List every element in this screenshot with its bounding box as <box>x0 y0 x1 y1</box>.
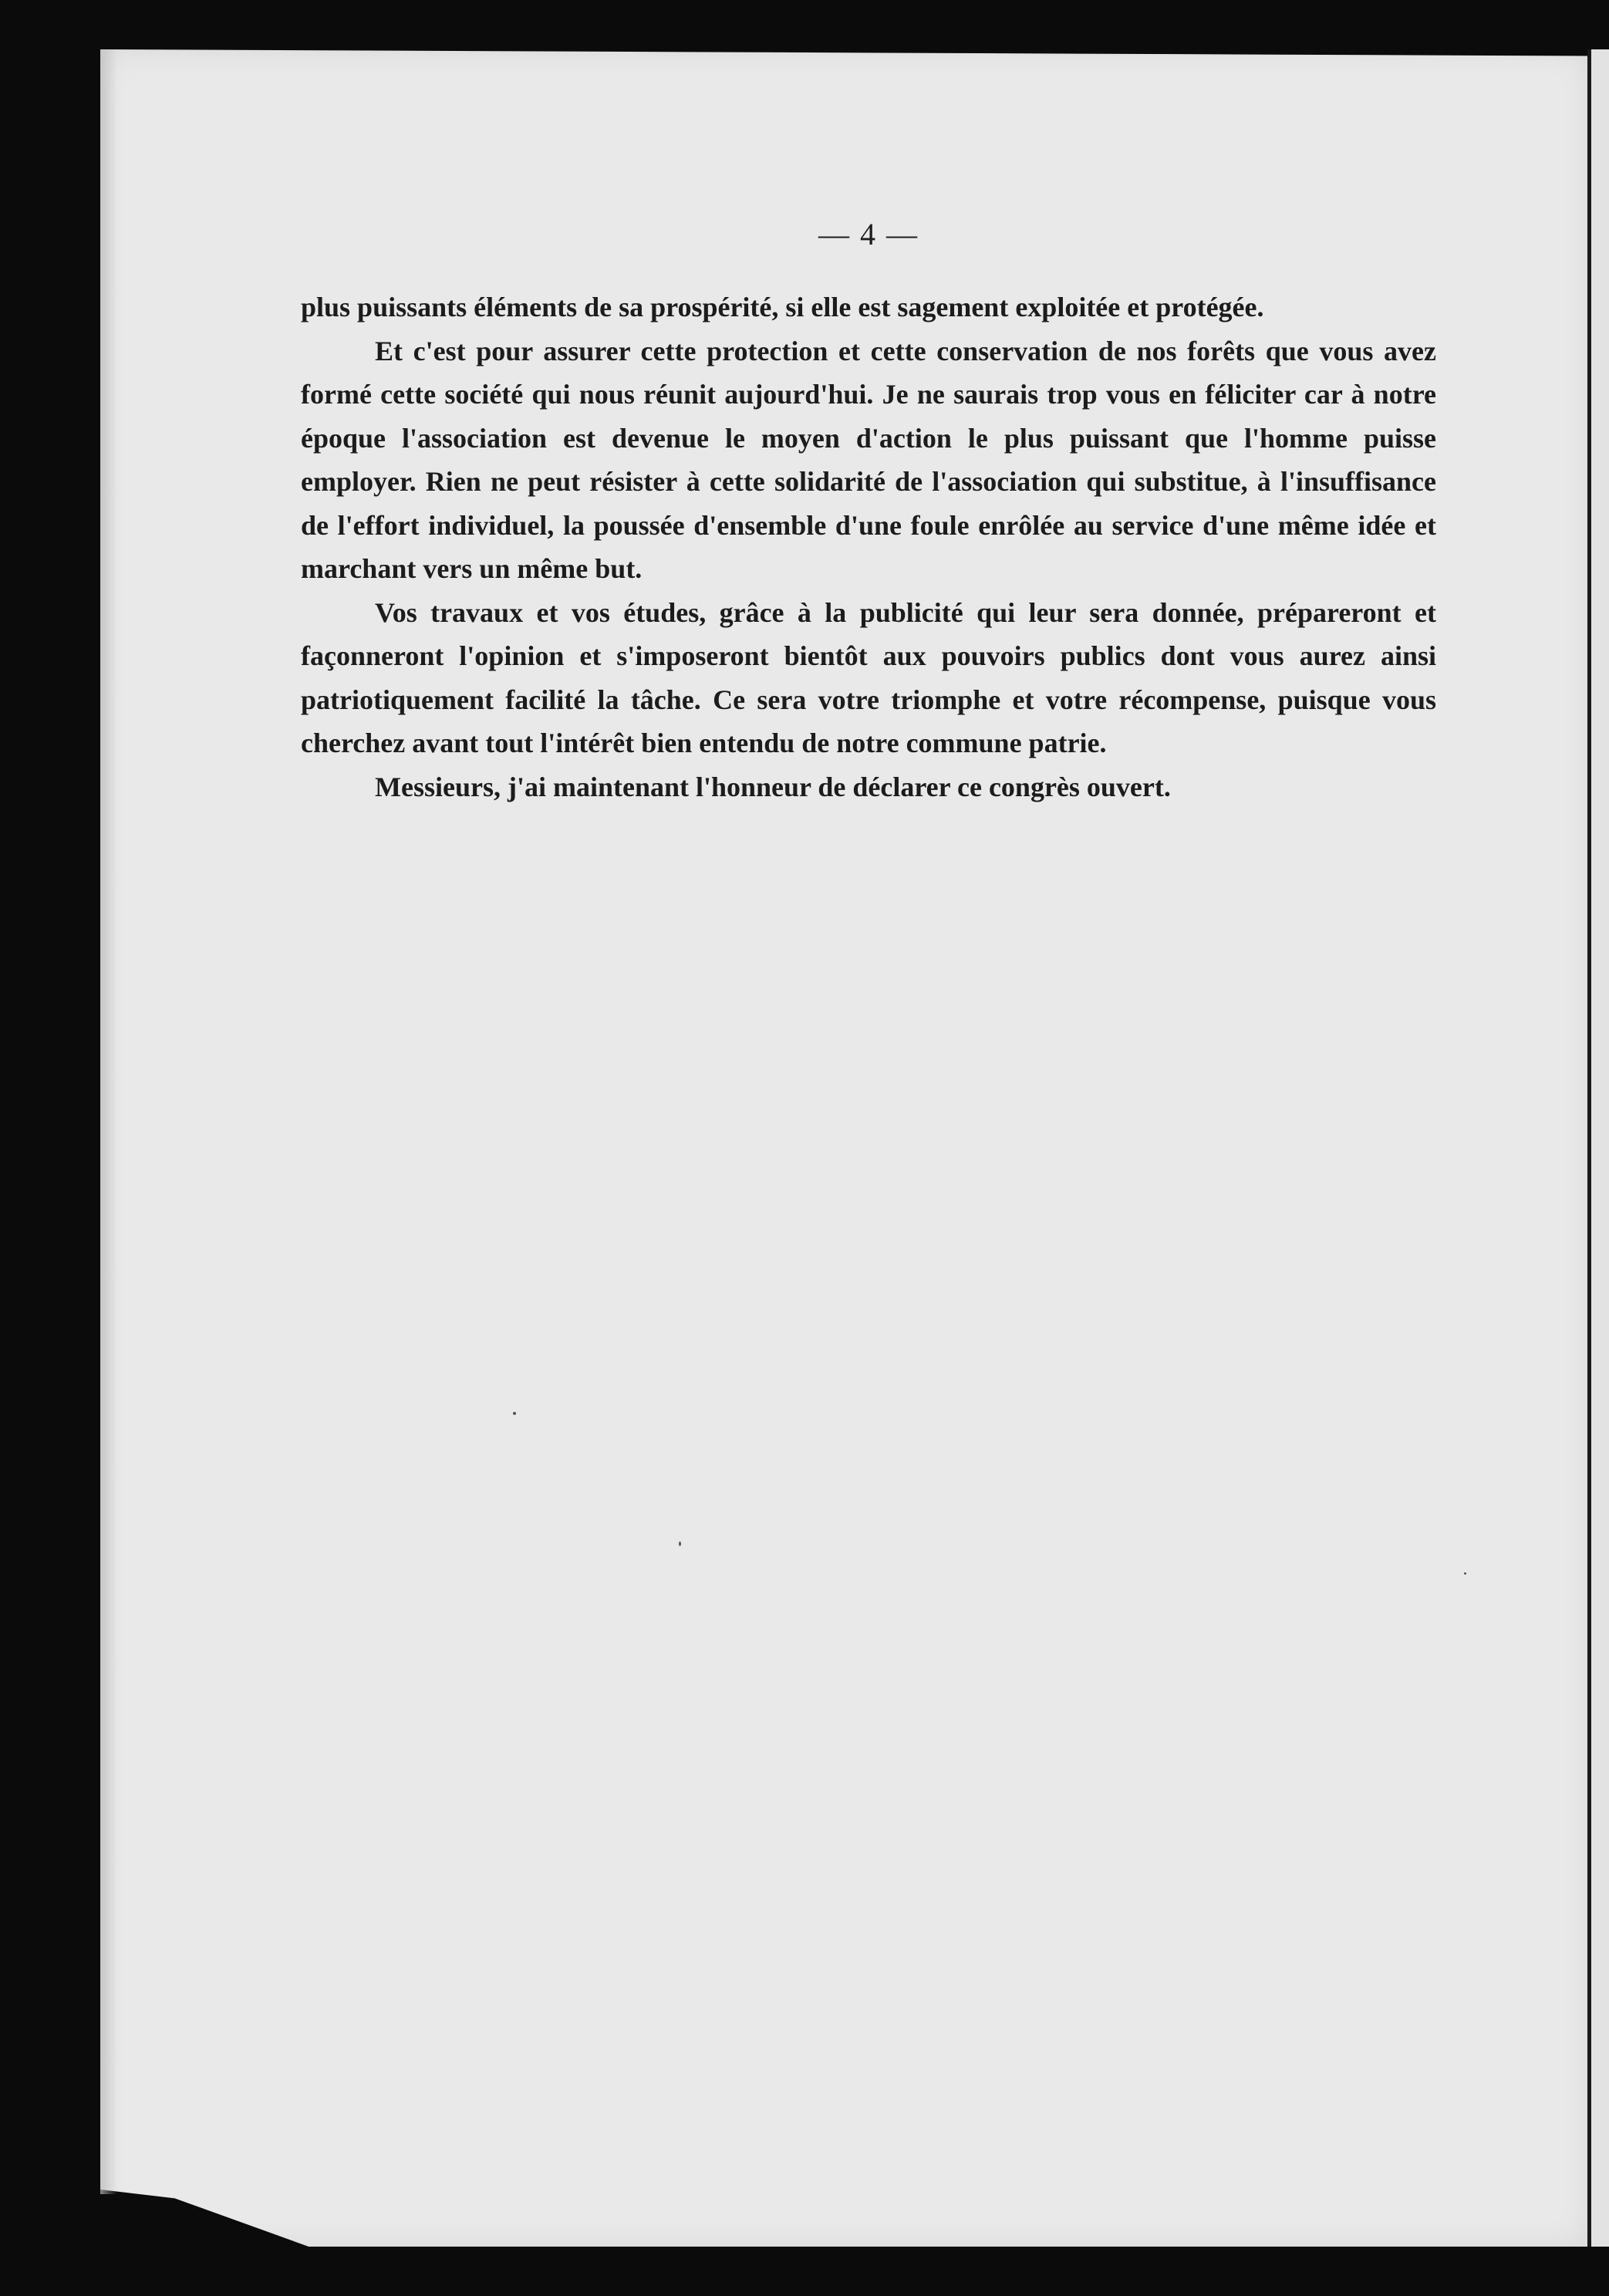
paragraph: Vos travaux et vos études, grâce à la publicité qui leur sera donnée, prépareront et façonneront l'opinion et s'imposeront bientôt aux pouvoirs publics dont vous aurez ainsi patriotiquement facilité la tâche. Ce sera votre triomphe et votre récompense, puisque vous cherchez avant tout l'intérêt bien entendu de notre commune patrie. <box>301 596 1436 758</box>
page-number: — 4 — <box>818 217 919 252</box>
body-text <box>301 285 1436 809</box>
paragraph: Et c'est pour assurer cette protection et cette conservation de nos forêts que vous avez formé cette société qui nous réunit aujourd'hui. Je ne saurais trop vous en féliciter car à notre époque l'association est devenue le moyen d'action le plus puissant que l'homme puisse employer. Rien ne peut résister à cette solidarité de l'association qui substitue, à l'insuffisance de l'effort individuel, la poussée d'ensemble d'une foule enrôlée au service d'une même idée et marchant vers un même but. <box>301 335 1436 584</box>
paragraph: plus puissants éléments de sa prospérité, si elle est sagement exploitée et protégée. <box>301 292 1264 322</box>
page-edge-shadow <box>100 49 117 2194</box>
adjacent-page-edge <box>1587 49 1609 2247</box>
scan-speck <box>513 1412 516 1415</box>
scan-speck <box>679 1541 681 1546</box>
page-header <box>301 0 1436 262</box>
paragraph: Messieurs, j'ai maintenant l'honneur de déclarer ce congrès ouvert. <box>375 771 1171 802</box>
scan-speck <box>1464 1572 1466 1575</box>
